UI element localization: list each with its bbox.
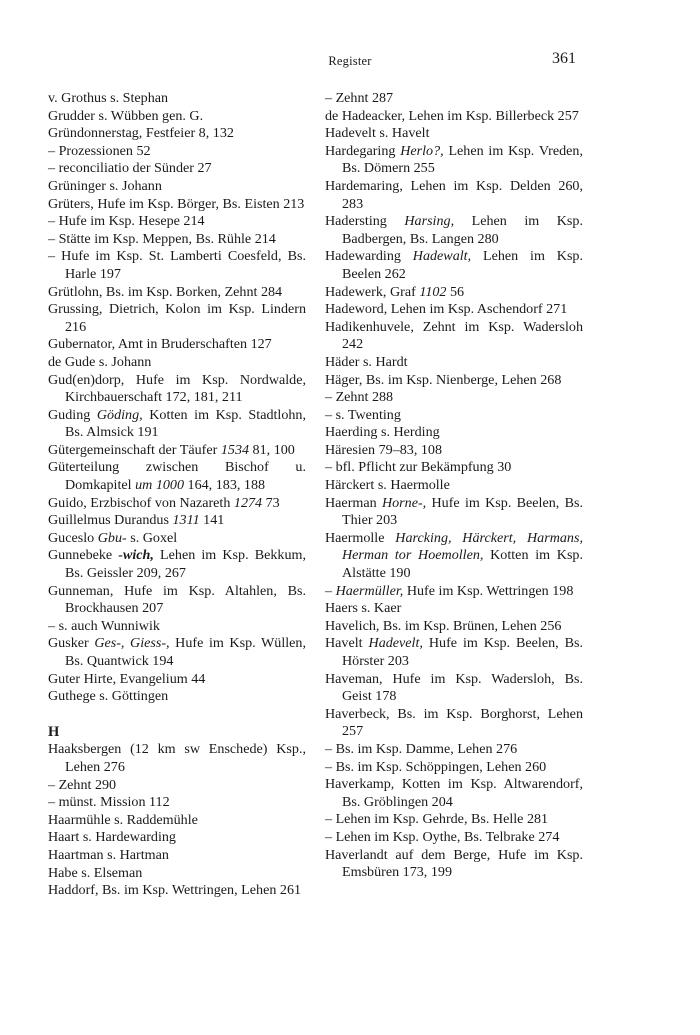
index-entry (48, 882, 306, 900)
entry-text: Haermolle (325, 529, 396, 546)
index-entry (325, 477, 583, 495)
entry-text: v. Grothus s. Stephan (48, 90, 169, 106)
index-entry (48, 583, 306, 618)
entry-text: Grudder s. Wübben gen. G. (48, 107, 204, 124)
index-entry (325, 125, 583, 143)
index-entry (48, 231, 306, 249)
entry-text: – Lehen im Ksp. Gehrde, Bs. Helle 281 (325, 811, 549, 828)
entry-text: Lehen im Ksp. Vreden, Bs. Dömern 255 (342, 142, 583, 177)
index-entry (48, 459, 306, 494)
index-entry (48, 125, 306, 143)
entry-text: s. Goxel (126, 529, 178, 546)
index-entry (48, 178, 306, 196)
entry-text: Kotten im Ksp. Alstätte 190 (342, 547, 584, 582)
entry-italic-text: Göding, (96, 406, 143, 423)
entry-text: – s. Twenting (325, 406, 401, 423)
entry-text: Grussing, Dietrich, Kolon im Ksp. Lindern 216 (48, 301, 306, 335)
index-entry (48, 284, 306, 302)
index-entry (325, 847, 583, 882)
entry-text: 81, 100 (249, 441, 295, 458)
index-entry (325, 90, 583, 108)
section-spacer (48, 706, 306, 724)
entry-text: Gusker (48, 635, 95, 652)
entry-text: Hardegaring (325, 142, 401, 159)
entry-text: Haverbeck, Bs. im Ksp. Borghorst, Lehen 257 (325, 705, 583, 740)
index-entry (325, 248, 583, 283)
entry-text: Haart s. Hardewarding (48, 829, 176, 846)
entry-text: 164, 183, 188 (184, 477, 266, 494)
entry-text: – Bs. im Ksp. Damme, Lehen 276 (325, 740, 518, 757)
index-entry (48, 741, 306, 776)
index-entry (48, 495, 306, 513)
entry-italic-text: 1534 (220, 441, 250, 458)
entry-italic-text: Haermüller, (335, 582, 404, 599)
entry-text: Guter Hirte, Evangelium 44 (48, 670, 206, 687)
index-entry (325, 600, 583, 618)
index-entry (48, 829, 306, 847)
entry-text: Hufe im Ksp. Wüllen, Bs. Quantwick 194 (65, 635, 306, 669)
entry-italic-text: 1311 (172, 512, 200, 529)
index-entry (325, 829, 583, 847)
entry-text: Havelt (325, 635, 369, 652)
index-entry (48, 301, 306, 336)
entry-italic-text: Harcking, Härckert, Harmans, Herman tor Hoemollen, (342, 529, 583, 564)
index-entry (325, 178, 583, 213)
index-entry (48, 108, 306, 126)
entry-text: Haverlandt auf dem Berge, Hufe im Ksp. Emsbüren 173, 199 (325, 846, 583, 881)
entry-text: Guillelmus Durandus (48, 512, 173, 529)
entry-text: Lehen im Ksp. Beelen 262 (342, 248, 583, 282)
entry-text: Hadewarding (325, 248, 413, 265)
entry-text: Hadersting (325, 213, 405, 230)
entry-text: Hadikenhuvele, Zehnt im Ksp. Wadersloh 242 (325, 318, 583, 353)
index-column-left (48, 90, 306, 900)
entry-text: – Lehen im Ksp. Oythe, Bs. Telbrake 274 (325, 828, 560, 845)
entry-text: Gunnebeke (48, 547, 119, 564)
entry-text: de Gude s. Johann (48, 353, 152, 370)
entry-text: Haerman (325, 494, 382, 511)
index-entry (325, 372, 583, 390)
index-entry (325, 741, 583, 759)
entry-text: – münst. Mission 112 (48, 794, 170, 811)
index-entry (48, 372, 306, 407)
index-entry (325, 459, 583, 477)
index-entry (48, 143, 306, 161)
index-entry (48, 160, 306, 178)
entry-text: Grüninger s. Johann (48, 177, 162, 194)
index-entry (325, 811, 583, 829)
index-entry (325, 671, 583, 706)
entry-italic-text: Herlo?, (400, 142, 444, 159)
index-entry (325, 635, 583, 670)
index-entry (325, 213, 583, 248)
entry-text: Habe s. Elseman (48, 864, 143, 881)
entry-text: Hufe im Ksp. Wettringen 198 (403, 582, 574, 599)
entry-text: Gunneman, Hufe im Ksp. Altahlen, Bs. Brockhausen 207 (48, 582, 306, 617)
entry-text: 141 (199, 512, 225, 529)
index-entry (325, 407, 583, 425)
index-entry (48, 688, 306, 706)
entry-text: Hufe im Ksp. Beelen, Bs. Thier 203 (342, 494, 584, 529)
entry-text: Grüters, Hufe im Ksp. Börger, Bs. Eisten 213 (48, 195, 305, 212)
index-entry (325, 108, 583, 126)
entry-text: – s. auch Wunniwik (48, 617, 160, 634)
index-entry (48, 90, 306, 108)
entry-italic-text: -wich, (118, 547, 154, 564)
entry-text: Guido, Erzbischof von Nazareth (48, 494, 234, 511)
index-entry (48, 671, 306, 689)
index-entry (325, 759, 583, 777)
entry-text: Gud(en)dorp, Hufe im Ksp. Nordwalde, Kirchbauerschaft 172, 181, 211 (48, 371, 306, 406)
entry-text: – Hufe im Ksp. Hesepe 214 (48, 213, 205, 230)
entry-text: Guding (48, 406, 97, 423)
entry-text: – Prozessionen 52 (48, 142, 151, 159)
entry-text: Gubernator, Amt in Bruderschaften 127 (48, 336, 272, 353)
index-entry (325, 530, 583, 583)
index-entry (325, 583, 583, 601)
entry-text: Güterteilung zwischen Bischof u. Domkapitel (48, 459, 306, 494)
entry-text: Häger, Bs. im Ksp. Nienberge, Lehen 268 (325, 371, 562, 388)
index-entry (48, 547, 306, 582)
entry-text: Haers s. Kaer (325, 600, 402, 617)
entry-text: de Hadeacker, Lehen im Ksp. Billerbeck 257 (325, 107, 579, 124)
entry-italic-text: Ges-, Giess-, (94, 635, 170, 652)
entry-text: – reconciliatio der Sünder 27 (48, 160, 212, 177)
running-head: Register (328, 54, 372, 68)
entry-italic-text: Gbu- (97, 529, 127, 546)
index-entry (325, 143, 583, 178)
entry-text: Hardemaring, Lehen im Ksp. Delden 260, 283 (325, 177, 583, 212)
entry-text: – Zehnt 287 (325, 90, 394, 106)
entry-text: Hufe im Ksp. Beelen, Bs. Hörster 203 (342, 635, 583, 669)
entry-text: 56 (446, 283, 465, 300)
entry-text: Haverkamp, Kotten im Ksp. Altwarendorf, Bs. Gröblingen 204 (325, 776, 583, 810)
entry-italic-text: um 1000 (135, 477, 185, 494)
index-entry (48, 336, 306, 354)
index-entry (48, 865, 306, 883)
entry-text: Hadevelt s. Havelt (325, 125, 430, 142)
entry-italic-text: 1274 (233, 494, 263, 511)
entry-italic-text: Hadewalt, (412, 248, 472, 265)
index-entry (48, 794, 306, 812)
entry-text: Havelich, Bs. im Ksp. Brünen, Lehen 256 (325, 617, 562, 634)
page-number: 361 (552, 50, 576, 67)
index-entry (48, 196, 306, 214)
entry-text: – Zehnt 290 (48, 776, 117, 793)
entry-text: Haaksbergen (12 km sw Enschede) Ksp., Lehen 276 (48, 741, 306, 775)
entry-text: – (325, 582, 336, 599)
index-entry (48, 442, 306, 460)
index-entry (48, 512, 306, 530)
index-entry (325, 495, 583, 530)
entry-text: Haddorf, Bs. im Ksp. Wettringen, Lehen 261 (48, 882, 302, 899)
entry-text: Haarmühle s. Raddemühle (48, 811, 198, 828)
index-entry (325, 442, 583, 460)
entry-text: Lehen im Ksp. Bekkum, Bs. Geissler 209, 267 (65, 547, 307, 582)
index-entry (48, 847, 306, 865)
entry-text: – Zehnt 288 (325, 389, 394, 406)
entry-text: Hadewerk, Graf (325, 283, 420, 300)
entry-text: – Stätte im Ksp. Meppen, Bs. Rühle 214 (48, 230, 276, 247)
entry-text: Gründonnerstag, Festfeier 8, 132 (48, 125, 234, 142)
entry-text: Grütlohn, Bs. im Ksp. Borken, Zehnt 284 (48, 283, 283, 300)
entry-text: Guthege s. Göttingen (48, 688, 169, 705)
index-entry (48, 213, 306, 231)
entry-text: – Hufe im Ksp. St. Lamberti Coesfeld, Bs. Harle 197 (48, 248, 306, 282)
index-entry (325, 354, 583, 372)
index-entry (325, 301, 583, 319)
index-entry (325, 776, 583, 811)
entry-text: Haartman s. Hartman (48, 846, 169, 863)
index-entry (48, 777, 306, 795)
entry-italic-text: Hadevelt, (368, 635, 423, 652)
index-entry (48, 248, 306, 283)
index-entry (325, 424, 583, 442)
index-entry (48, 618, 306, 636)
entry-text: Kotten im Ksp. Stadtlohn, Bs. Almsick 191 (65, 406, 306, 441)
index-entry (325, 618, 583, 636)
entry-text: Lehen im Ksp. Badbergen, Bs. Langen 280 (342, 213, 583, 247)
index-entry (48, 635, 306, 670)
entry-italic-text: 1102 (419, 283, 447, 300)
entry-text: Haerding s. Herding (325, 424, 440, 441)
entry-text: Guceslo (48, 529, 98, 546)
index-entry (325, 284, 583, 302)
index-entry (325, 706, 583, 741)
entry-text: Hadeword, Lehen im Ksp. Aschendorf 271 (325, 301, 568, 318)
entry-italic-text: Harsing, (404, 213, 455, 230)
entry-italic-text: Horne-, (381, 494, 427, 511)
entry-text: – bfl. Pflicht zur Bekämpfung 30 (325, 459, 512, 476)
entry-text: – Bs. im Ksp. Schöppingen, Lehen 260 (325, 758, 547, 775)
section-letter-heading (48, 724, 306, 742)
index-entry (325, 389, 583, 407)
entry-text: 73 (262, 494, 280, 511)
entry-text: Häresien 79–83, 108 (325, 441, 443, 458)
index-entry (48, 530, 306, 548)
index-entry (48, 407, 306, 442)
entry-text: Härckert s. Haermolle (325, 477, 450, 494)
index-entry (48, 812, 306, 830)
index-entry (48, 354, 306, 372)
index-entry (325, 319, 583, 354)
entry-text: Gütergemeinschaft der Täufer (48, 441, 221, 458)
entry-text: Häder s. Hardt (325, 353, 408, 370)
entry-text: Haveman, Hufe im Ksp. Wadersloh, Bs. Geist 178 (325, 670, 583, 705)
entry-text: H (48, 723, 60, 740)
index-column-right (325, 90, 583, 882)
